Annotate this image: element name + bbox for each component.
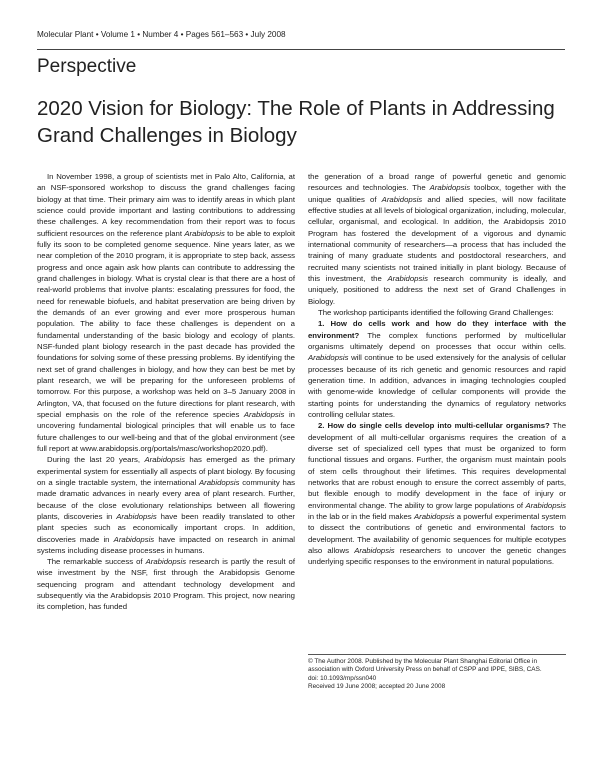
right-column [308, 171, 566, 567]
paragraph: The remarkable success of Arabidopsis research is partly the result of wise investment by the NSF, first through the Arabidopsis Genome sequencing program and attendant technology development and subsequently via the Arabidopsis 2010 Program. This project, now nearing its completion, has funded [37, 557, 296, 612]
doi: doi: 10.1093/mp/ssn040 [308, 674, 377, 682]
challenge-1: 1. How do cells work and how do they interface with the environment? The complex functions performed by multicellular organisms ultimately depend on processes that occur within cells. Arabidopsis will continue to be used extensively for the analysis of cellular processes because of its rich genetic and genomic resources and rapid generation time. In addition, advances in imaging technologies coupled with genome-wide knowledge of cellular components will provide the starting points for understanding the dynamics of regulatory networks controlling cellular states. [308, 319, 567, 419]
challenge-2: 2. How do single cells develop into multi-cellular organisms? The development of all multi-cellular organisms requires the creation of a diverse set of specialized cell types that must be organized to form functional tissues and organs. Further, the organism must maintain pools of stem cells throughout their lifetimes. This requires developmental networks that are robust enough to ensure the correct assembly of parts, but flexible enough to modify development in the face of injury or environmental change. The ability to grow large populations of Arabidopsis in the lab or in the field makes Arabidopsis a powerful experimental system to dissect the contributions of genetic and environmental factors to development. The availability of genomic sequences for multiple ecotypes also allows Arabidopsis researchers to uncover the genetic changes underlying specific responses to the environment in natural populations. [308, 421, 567, 567]
received-dates: Received 19 June 2008; accepted 20 June 2008 [308, 683, 446, 691]
left-column [37, 171, 295, 613]
header-rule [37, 49, 565, 50]
paragraph: In November 1998, a group of scientists met in Palo Alto, California, at an NSF-sponsored workshop to discuss the grand challenges facing biology at that time. Their primary aim was to identify areas in which plant science could provide important and lasting contributions to addressing these challenges. A key recommendation from their report was to focus sufficient resources on the reference plant Arabidopsis to be able to exploit fully its soon to be completed genome sequence. Nine years later, as we near completion of the 2010 program, it is appropriate to step back, assess progress and once again ask how plants can contribute to addressing the grand challenges in biology. What is crystal clear is that there are a host of real-world problems that involve plants: escalating pressures for food, the need for renewable biofuels, and habitat preservation are being driven by the demands of an ever growing and ever more prosperous human population. The ability to face these challenges is dependent on a fundamental understanding of the basic biology and ecology of plants. NSF-funded plant biology research in the past decade has provided the foundations for solving some of these pressing problems. By identifying the next set of grand challenges in biology, and how they can best be met by plant research, we will be preparing for the unforeseen problems of tomorrow. For this purpose, a workshop was held on 3–5 January 2008 in Arlington, VA, that focused on the future directions for plant research, with special emphasis on the role of the reference species Arabidopsis in uncovering fundamental biological principles that will enable us to face future challenges to our well-being and that of the global environment (see full report at www.arabidopsis.org/portals/masc/workshop2020.pdf). [37, 172, 296, 453]
running-head: Molecular Plant • Volume 1 • Number 4 • Pages 561–563 • July 2008 [37, 30, 286, 39]
paragraph: the generation of a broad range of powerful genetic and genomic resources and technologies. The Arabidopsis toolbox, together with the unique qualities of Arabidopsis and allied species, will now facilitate effective studies at all levels of biological organization, including, molecular, cellular, organismal, and ecological. In addition, the Arabidopsis 2010 Program has fostered the development of a vigorous and dynamic international community of researchers—a process that has included the training of many graduate students and postdoctoral researchers, and recruited many scientists not trained initially in plant biology. Because of this investment, the Arabidopsis research community is ideally, and uniquely, positioned to address the next set of Grand Challenges in Biology. [308, 172, 567, 306]
article-title: 2020 Vision for Biology: The Role of Plants in Addressing Grand Challenges in Biology [37, 97, 555, 147]
copyright-note: © The Author 2008. Published by the Molecular Plant Shanghai Editorial Office in association with Oxford University Press on behalf of CSPP and IPPE, SIBS, CAS. [308, 658, 542, 674]
challenge-1-heading: 1. How do cells work and how do they interface with the environment? [308, 319, 566, 340]
section-label: Perspective [37, 56, 137, 77]
paragraph: During the last 20 years, Arabidopsis has emerged as the primary experimental system for essentially all aspects of plant biology. By focusing on a single tractable system, the international Arabidopsis community has made dramatic advances in nearly every area of plant research. Further, because of the close evolutionary relationships between all flowering plants, discoveries in Arabidopsis have been readily translated to other plant species such as economically important crops. In addition, discoveries made in Arabidopsis have impacted on research in animal systems including disease processes in humans. [37, 455, 296, 555]
footnote [308, 654, 566, 692]
paragraph: The workshop participants identified the following Grand Challenges: [318, 307, 554, 317]
challenge-2-heading: 2. How do single cells develop into multi-cellular organisms? [318, 421, 550, 431]
